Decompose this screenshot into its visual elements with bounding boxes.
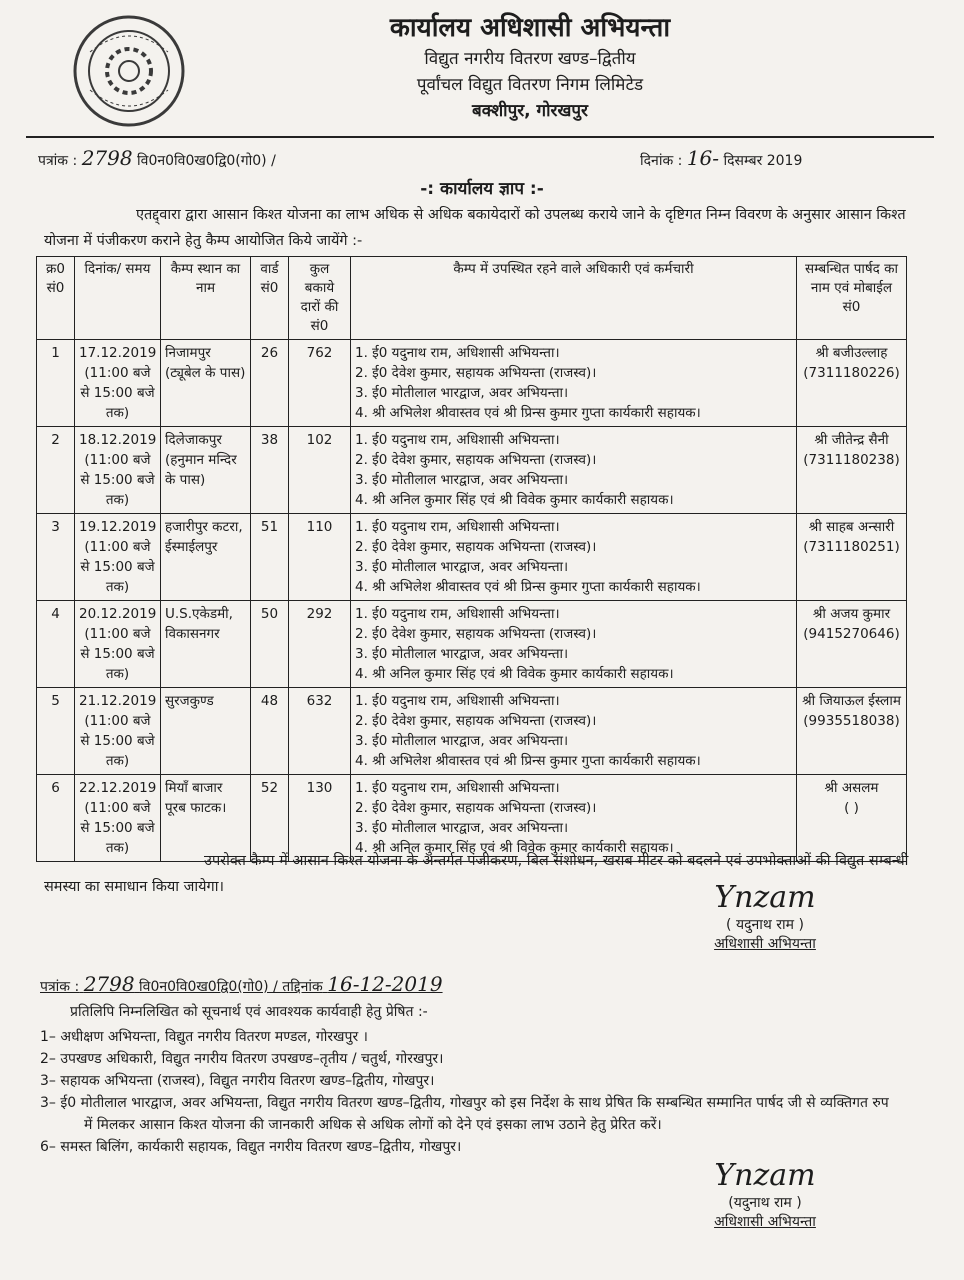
official-item: 3. ई0 मोतीलाल भारद्वाज, अवर अभियन्ता।: [355, 820, 569, 836]
time-text: (11:00 बजे से 15:00 बजे तक): [80, 539, 155, 595]
councillor-mobile: (7311180251): [803, 539, 900, 555]
cell-sn: 2: [37, 427, 75, 514]
copy-heading: प्रतिलिपि निम्नलिखित को सूचनार्थ एवं आवश्यक कार्यवाही हेतु प्रेषित :-: [70, 1004, 428, 1020]
cell-councillor: [797, 427, 907, 514]
cell-ward: 48: [251, 688, 289, 775]
councillor-name: श्री असलम: [824, 780, 879, 796]
table-header-row: [37, 257, 907, 340]
signature-block-2: [680, 1158, 850, 1231]
handwritten-signature-icon: Ynzam: [714, 880, 816, 915]
cell-date: [75, 601, 161, 688]
time-text: (11:00 बजे से 15:00 बजे तक): [80, 452, 155, 508]
official-item: 4. श्री अनिल कुमार सिंह एवं श्री विवेक कुमार कार्यकारी सहायक।: [355, 840, 674, 856]
officials-list: [355, 691, 792, 771]
cell-officials: [351, 340, 797, 427]
time-text: (11:00 बजे से 15:00 बजे तक): [80, 626, 155, 682]
copy-list: [40, 1026, 900, 1158]
cell-sn: 4: [37, 601, 75, 688]
cell-place: सुरजकुण्ड: [161, 688, 251, 775]
cell-councillor: [797, 514, 907, 601]
camp-schedule-table: [36, 256, 907, 862]
councillor-mobile: (9935518038): [803, 713, 900, 729]
copy-item: 1– अधीक्षण अभियन्ता, विद्युत नगरीय वितरण मण्डल, गोरखपुर ।: [40, 1029, 368, 1045]
cell-place: दिलेजाकपुर (हनुमान मन्दिर के पास): [161, 427, 251, 514]
councillor-mobile: (9415270646): [803, 626, 900, 642]
ref2-number: 2798: [83, 972, 135, 996]
official-item: 3. ई0 मोतीलाल भारद्वाज, अवर अभियन्ता।: [355, 385, 569, 401]
official-item: 3. ई0 मोतीलाल भारद्वाज, अवर अभियन्ता।: [355, 559, 569, 575]
ref-label: पत्रांक :: [38, 153, 78, 169]
officials-list: [355, 517, 792, 597]
cell-ward: 26: [251, 340, 289, 427]
col-header-ward: वार्ड सं0: [251, 257, 289, 340]
intro-paragraph: एतद्द्वारा द्वारा आसान किश्त योजना का लाभ अधिक से अधिक बकायेदारों को उपलब्ध कराये जाने के दृष्टिगत निम्न विवरण के अनुसार आसान किश्त योजना में पंजीकरण कराने हेतु कैम्प आयोजित किये जायेंगे :-: [44, 207, 906, 249]
cell-total: 632: [289, 688, 351, 775]
copy-item: 2– उपखण्ड अधिकारी, विद्युत नगरीय वितरण उपखण्ड–तृतीय / चतुर्थ, गोरखपुर।: [40, 1051, 444, 1067]
office-seal-icon: [70, 12, 188, 130]
cell-place: निजामपुर (ट्यूबेल के पास): [161, 340, 251, 427]
official-item: 1. ई0 यदुनाथ राम, अधिशासी अभियन्ता।: [355, 432, 560, 448]
officials-list: [355, 343, 792, 423]
official-item: 1. ई0 यदुनाथ राम, अधिशासी अभियन्ता।: [355, 606, 560, 622]
cell-officials: [351, 427, 797, 514]
councillor-mobile: ( ): [844, 800, 859, 816]
cell-total: 130: [289, 775, 351, 862]
official-item: 2. ई0 देवेश कुमार, सहायक अभियन्ता (राजस्व)।: [355, 800, 597, 816]
official-item: 4. श्री अभिलेश श्रीवास्तव एवं श्री प्रिन्स कुमार गुप्ता कार्यकारी सहायक।: [355, 753, 701, 769]
signature-block: [680, 880, 850, 953]
cell-ward: 51: [251, 514, 289, 601]
cell-councillor: [797, 340, 907, 427]
councillor-mobile: (7311180238): [803, 452, 900, 468]
ref-code: वि0न0वि0ख0द्वि0(गो0) /: [137, 153, 276, 169]
official-item: 1. ई0 यदुनाथ राम, अधिशासी अभियन्ता।: [355, 345, 560, 361]
copy-reference: [40, 972, 443, 996]
handwritten-signature-icon: Ynzam: [714, 1158, 816, 1193]
date-text: 22.12.2019: [79, 780, 157, 796]
corporation-name: पूर्वांचल विद्युत वितरण निगम लिमिटेड: [416, 75, 644, 95]
councillor-name: श्री जियाऊल ईस्लाम: [802, 693, 901, 709]
col-header-date: दिनांक/ समय: [75, 257, 161, 340]
date-day: 16-: [686, 146, 720, 170]
letter-reference: [38, 146, 276, 170]
header-divider: [26, 136, 934, 138]
councillor-name: श्री जीतेन्द्र सैनी: [814, 432, 889, 448]
cell-total: 762: [289, 340, 351, 427]
signatory-name: (यदुनाथ राम ): [728, 1195, 802, 1211]
cell-sn: 5: [37, 688, 75, 775]
cell-officials: [351, 601, 797, 688]
closing-note: उपरोक्त कैम्प में आसान किश्त योजना के अन्तर्गत पंजीकरण, बिल संशोधन, खराब मीटर को बदलने एवं उपभोक्ताओं की विद्युत सम्बन्धी समस्या का समाधान किया जायेगा।: [44, 853, 909, 895]
councillor-mobile: (7311180226): [803, 365, 900, 381]
table-row: [37, 601, 907, 688]
office-title: कार्यालय अधिशासी अभियन्ता: [389, 13, 671, 43]
ref2-label: पत्रांक :: [40, 979, 80, 995]
officials-list: [355, 604, 792, 684]
cell-councillor: [797, 601, 907, 688]
cell-officials: [351, 688, 797, 775]
cell-date: [75, 340, 161, 427]
date-text: 18.12.2019: [79, 432, 157, 448]
signatory-designation: अधिशासी अभियन्ता: [714, 1214, 816, 1230]
copy-item: 3– ई0 मोतीलाल भारद्वाज, अवर अभियन्ता, विद्युत नगरीय वितरण खण्ड–द्वितीय, गोखपुर को इस निर्देश के साथ प्रेषित कि सम्बन्धित सम्मानित पार्षद जी से व्यक्तिगत रुप में मिलकर आसान किश्त योजना की जानकारी अधिक से अधिक लोगों को देने एवं इसका लाभ उठाने हेतु प्रेरित करें।: [40, 1095, 889, 1133]
cell-place: हजारीपुर कटरा, ईस्माईलपुर: [161, 514, 251, 601]
col-header-officials: कैम्प में उपस्थित रहने वाले अधिकारी एवं कर्मचारी: [351, 257, 797, 340]
cell-sn: 1: [37, 340, 75, 427]
official-item: 4. श्री अभिलेश श्रीवास्तव एवं श्री प्रिन्स कुमार गुप्ता कार्यकारी सहायक।: [355, 579, 701, 595]
official-item: 1. ई0 यदुनाथ राम, अधिशासी अभियन्ता।: [355, 693, 560, 709]
cell-ward: 52: [251, 775, 289, 862]
officials-list: [355, 430, 792, 510]
letter-date: [640, 146, 802, 170]
official-item: 3. ई0 मोतीलाल भारद्वाज, अवर अभियन्ता।: [355, 472, 569, 488]
cell-total: 110: [289, 514, 351, 601]
official-item: 4. श्री अनिल कुमार सिंह एवं श्री विवेक कुमार कार्यकारी सहायक।: [355, 492, 674, 508]
office-location: बक्शीपुर, गोरखपुर: [471, 101, 588, 121]
date-text: 20.12.2019: [79, 606, 157, 622]
official-item: 2. ई0 देवेश कुमार, सहायक अभियन्ता (राजस्व)।: [355, 365, 597, 381]
ref-number: 2798: [81, 146, 133, 170]
table-row: [37, 427, 907, 514]
date-month-year: दिसम्बर 2019: [723, 153, 803, 169]
cell-total: 292: [289, 601, 351, 688]
official-item: 2. ई0 देवेश कुमार, सहायक अभियन्ता (राजस्व)।: [355, 452, 597, 468]
cell-place: मियाँ बाजार पूरब फाटक।: [161, 775, 251, 862]
col-header-place: कैम्प स्थान का नाम: [161, 257, 251, 340]
date-text: 17.12.2019: [79, 345, 157, 361]
cell-councillor: [797, 688, 907, 775]
cell-sn: 6: [37, 775, 75, 862]
table-row: [37, 514, 907, 601]
date-text: 19.12.2019: [79, 519, 157, 535]
officials-list: [355, 778, 792, 858]
official-item: 1. ई0 यदुनाथ राम, अधिशासी अभियन्ता।: [355, 780, 560, 796]
col-header-sn: क्र0 सं0: [37, 257, 75, 340]
cell-date: [75, 427, 161, 514]
official-item: 3. ई0 मोतीलाल भारद्वाज, अवर अभियन्ता।: [355, 733, 569, 749]
signatory-name: ( यदुनाथ राम ): [726, 917, 804, 933]
cell-date: [75, 514, 161, 601]
official-item: 3. ई0 मोतीलाल भारद्वाज, अवर अभियन्ता।: [355, 646, 569, 662]
copy-item: 3– सहायक अभियन्ता (राजस्व), विद्युत नगरीय वितरण खण्ड–द्वितीय, गोखपुर।: [40, 1073, 435, 1089]
ref2-date: 16-12-2019: [327, 972, 443, 996]
cell-place: U.S.एकेडमी, विकासनगर: [161, 601, 251, 688]
ref2-code: वि0न0वि0ख0द्वि0(गो0) / तद्दिनांक: [139, 979, 323, 995]
time-text: (11:00 बजे से 15:00 बजे तक): [80, 713, 155, 769]
cell-officials: [351, 514, 797, 601]
cell-sn: 3: [37, 514, 75, 601]
councillor-name: श्री अजय कुमार: [812, 606, 891, 622]
official-item: 1. ई0 यदुनाथ राम, अधिशासी अभियन्ता।: [355, 519, 560, 535]
table-row: [37, 340, 907, 427]
copy-item: 6– समस्त बिलिंग, कार्यकारी सहायक, विद्युत नगरीय वितरण खण्ड–द्वितीय, गोखपुर।: [40, 1139, 462, 1155]
cell-ward: 50: [251, 601, 289, 688]
table-row: [37, 688, 907, 775]
notice-heading: -: कार्यालय ज्ञाप :-: [420, 179, 544, 199]
councillor-name: श्री बजीउल्लाह: [815, 345, 888, 361]
official-item: 2. ई0 देवेश कुमार, सहायक अभियन्ता (राजस्व)।: [355, 539, 597, 555]
time-text: (11:00 बजे से 15:00 बजे तक): [80, 800, 155, 856]
signatory-designation: अधिशासी अभियन्ता: [714, 936, 816, 952]
official-item: 2. ई0 देवेश कुमार, सहायक अभियन्ता (राजस्व)।: [355, 713, 597, 729]
councillor-name: श्री साहब अन्सारी: [808, 519, 895, 535]
date-label: दिनांक :: [640, 153, 683, 169]
cell-ward: 38: [251, 427, 289, 514]
official-item: 2. ई0 देवेश कुमार, सहायक अभियन्ता (राजस्व)।: [355, 626, 597, 642]
cell-date: [75, 688, 161, 775]
col-header-councillor: सम्बन्धित पार्षद का नाम एवं मोबाईल सं0: [797, 257, 907, 340]
division-name: विद्युत नगरीय वितरण खण्ड–द्वितीय: [424, 49, 636, 69]
date-text: 21.12.2019: [79, 693, 157, 709]
cell-total: 102: [289, 427, 351, 514]
time-text: (11:00 बजे से 15:00 बजे तक): [80, 365, 155, 421]
col-header-total: कुल बकाये दारों की सं0: [289, 257, 351, 340]
official-item: 4. श्री अभिलेश श्रीवास्तव एवं श्री प्रिन्स कुमार गुप्ता कार्यकारी सहायक।: [355, 405, 701, 421]
official-item: 4. श्री अनिल कुमार सिंह एवं श्री विवेक कुमार कार्यकारी सहायक।: [355, 666, 674, 682]
